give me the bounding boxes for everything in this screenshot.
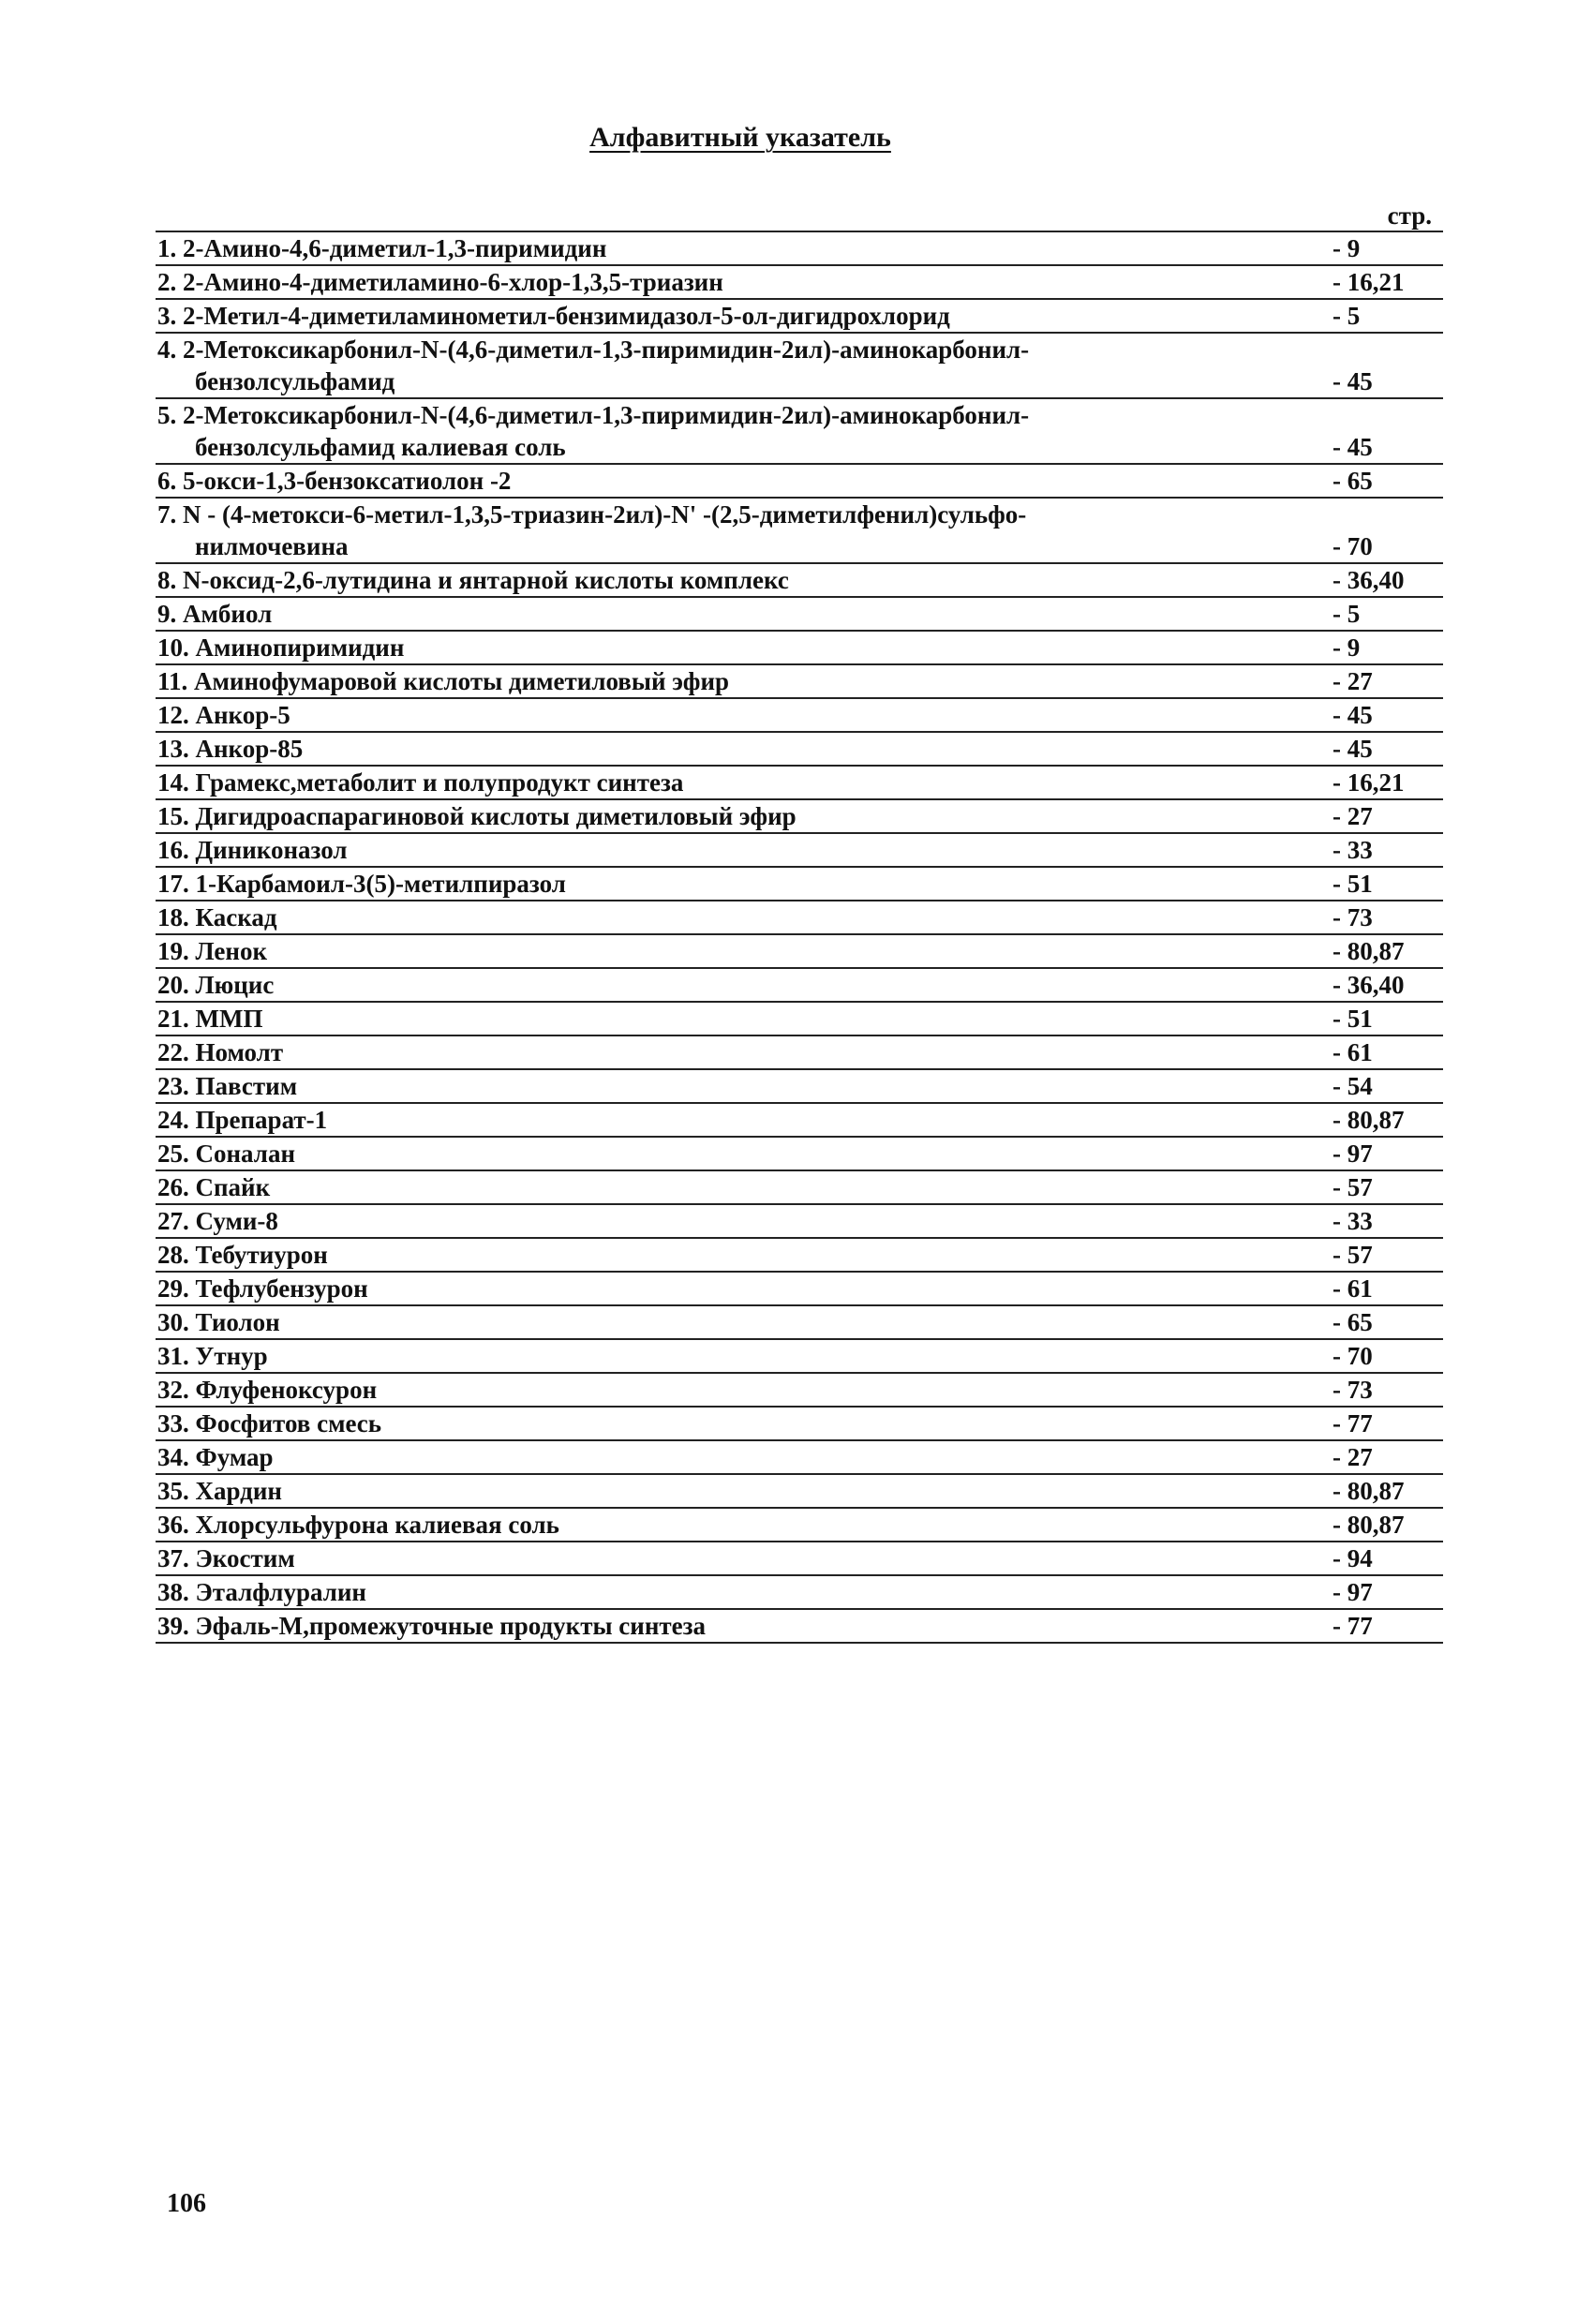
- index-entry-name: [156, 1542, 1327, 1574]
- index-entry-number: 6.: [157, 467, 177, 495]
- index-entry-row: [156, 1509, 1443, 1542]
- index-entry-number: 7.: [157, 500, 177, 529]
- index-entry-row: [156, 935, 1443, 969]
- index-entry-pages: - 97: [1332, 1140, 1373, 1168]
- index-entry-number: 37.: [157, 1544, 189, 1572]
- index-entry-text: Соналан: [195, 1140, 295, 1168]
- index-entry-text: Препарат-1: [195, 1106, 328, 1134]
- index-entry-pages: - 97: [1332, 1578, 1373, 1606]
- index-entry-name: [156, 632, 1327, 663]
- index-entry-name: [156, 1374, 1327, 1406]
- index-entry-number: 32.: [157, 1376, 189, 1404]
- index-entry-number: 8.: [157, 566, 177, 594]
- index-entry-pages: - 16,21: [1332, 268, 1405, 296]
- index-entry-name: [156, 1408, 1327, 1439]
- index-entry-row: [156, 632, 1443, 665]
- index-entry-name: [156, 300, 1327, 332]
- index-entry-name: [156, 598, 1327, 630]
- index-entry-row: [156, 232, 1443, 266]
- index-entry-text: Диниконазол: [195, 836, 348, 864]
- index-entry-text: N-оксид-2,6-лутидина и янтарной кислоты комплекс: [183, 566, 789, 594]
- index-entry-pages: - 9: [1332, 234, 1361, 262]
- index-entry-pages: - 80,87: [1332, 1511, 1405, 1539]
- index-entry-pages: - 45: [1332, 701, 1373, 729]
- index-entry-text: Номолт: [195, 1038, 284, 1066]
- index-entry-number: 16.: [157, 836, 189, 864]
- index-entry-text: Тефлубензурон: [195, 1274, 368, 1303]
- index-entry-text: Суми-8: [195, 1207, 278, 1235]
- index-entry-text: Спайк: [195, 1173, 271, 1201]
- index-entry-name: [156, 266, 1327, 298]
- index-entry-pages: - 65: [1332, 467, 1373, 495]
- index-entry-row: [156, 665, 1443, 699]
- page-number: 106: [167, 2189, 206, 2218]
- index-entry-number: 19.: [157, 937, 189, 965]
- index-entry-row: [156, 1036, 1443, 1070]
- index-entry-name: [156, 767, 1327, 798]
- index-entry-pages: - 94: [1332, 1544, 1373, 1572]
- index-rows: [156, 232, 1443, 1644]
- index-entry-text: Каскад: [195, 903, 277, 931]
- index-entry-number: 17.: [157, 870, 189, 898]
- index-entry-text: 2-Метоксикарбонил-N-(4,6-диметил-1,3-пиримидин-2ил)-аминокарбонил-: [183, 335, 1030, 364]
- index-entry-number: 10.: [157, 633, 189, 662]
- index-entry-row: [156, 800, 1443, 834]
- index-entry-row: [156, 1070, 1443, 1104]
- index-entry-pages: - 5: [1332, 600, 1361, 628]
- index-entry-pages: - 57: [1332, 1173, 1373, 1201]
- index-entry-name: [156, 1239, 1327, 1271]
- index-entry-number: 31.: [157, 1342, 189, 1370]
- index-entry-name: [156, 868, 1327, 900]
- index-entry-text: Тиолон: [195, 1308, 280, 1336]
- index-entry-text: Амбиол: [183, 600, 273, 628]
- page-column-header: стр.: [1387, 201, 1432, 230]
- index-entry-name: [156, 1340, 1327, 1372]
- index-entry-pages: - 5: [1332, 302, 1361, 330]
- index-entry-text: Аминопиримидин: [195, 633, 405, 662]
- index-entry-pages: - 45: [1332, 433, 1373, 461]
- index-entry-pages: - 51: [1332, 1005, 1373, 1033]
- index-entry-name: [156, 1475, 1327, 1507]
- index-entry-number: 3.: [157, 302, 177, 330]
- index-entry-pages: - 77: [1332, 1612, 1373, 1640]
- index-entry-text: 2-Амино-4,6-диметил-1,3-пиримидин: [183, 234, 607, 262]
- index-entry-name: [156, 564, 1327, 596]
- index-entry-name: [156, 1003, 1327, 1035]
- index-entry-number: 26.: [157, 1173, 189, 1201]
- index-entry-name: [156, 499, 1327, 562]
- index-entry-pages: - 65: [1332, 1308, 1373, 1336]
- index-entry-number: 33.: [157, 1409, 189, 1438]
- index-entry-number: 28.: [157, 1241, 189, 1269]
- index-header-row: [156, 199, 1443, 232]
- index-entry-pages: - 45: [1332, 735, 1373, 763]
- index-entry-number: 1.: [157, 234, 177, 262]
- index-entry-row: [156, 901, 1443, 935]
- index-entry-text: Флуфеноксурон: [195, 1376, 378, 1404]
- index-entry-text: Анкор-85: [195, 735, 304, 763]
- index-entry-pages: - 70: [1332, 532, 1373, 560]
- index-entry-name: [156, 1138, 1327, 1169]
- index-entry-name: [156, 399, 1327, 463]
- index-entry-pages: - 61: [1332, 1038, 1373, 1066]
- index-entry-number: 29.: [157, 1274, 189, 1303]
- index-entry-number: 13.: [157, 735, 189, 763]
- index-entry-pages: - 16,21: [1332, 768, 1405, 797]
- index-entry-continuation: бензолсульфамид калиевая соль: [195, 433, 566, 461]
- index-entry-row: [156, 1205, 1443, 1239]
- index-entry-pages: - 77: [1332, 1409, 1373, 1438]
- index-entry-row: [156, 1374, 1443, 1408]
- index-entry-name: [156, 1036, 1327, 1068]
- index-entry-row: [156, 1306, 1443, 1340]
- index-entry-text: Эталфлуралин: [195, 1578, 366, 1606]
- index-entry-pages: - 70: [1332, 1342, 1373, 1370]
- index-entry-text: Анкор-5: [195, 701, 290, 729]
- index-entry-text: Ленок: [195, 937, 268, 965]
- index-entry-pages: - 73: [1332, 903, 1373, 931]
- index-entry-number: 24.: [157, 1106, 189, 1134]
- index-entry-text: 2-Метоксикарбонил-N-(4,6-диметил-1,3-пиримидин-2ил)-аминокарбонил-: [183, 401, 1030, 429]
- index-entry-text: Павстим: [195, 1072, 298, 1100]
- index-entry-row: [156, 1576, 1443, 1610]
- index-entry-name: [156, 969, 1327, 1001]
- index-entry-name: [156, 1509, 1327, 1541]
- index-entry-text: Экостим: [195, 1544, 295, 1572]
- index-entry-text: Эфаль-М,промежуточные продукты синтеза: [195, 1612, 706, 1640]
- index-entry-name: [156, 465, 1327, 497]
- index-entry-row: [156, 564, 1443, 598]
- index-entry-row: [156, 767, 1443, 800]
- index-entry-name: [156, 733, 1327, 765]
- index-table: [156, 199, 1443, 1644]
- index-entry-name: [156, 699, 1327, 731]
- index-entry-row: [156, 300, 1443, 334]
- index-entry-row: [156, 499, 1443, 564]
- index-entry-number: 2.: [157, 268, 177, 296]
- index-entry-pages: - 73: [1332, 1376, 1373, 1404]
- index-entry-text: Дигидроаспарагиновой кислоты диметиловый эфир: [195, 802, 796, 830]
- index-entry-row: [156, 868, 1443, 901]
- index-entry-text: ММП: [195, 1005, 263, 1033]
- index-entry-name: [156, 1070, 1327, 1102]
- index-entry-pages: - 33: [1332, 836, 1373, 864]
- index-entry-row: [156, 1104, 1443, 1138]
- index-entry-name: [156, 834, 1327, 866]
- index-entry-number: 18.: [157, 903, 189, 931]
- index-entry-number: 34.: [157, 1443, 189, 1471]
- index-entry-row: [156, 399, 1443, 465]
- index-entry-number: 36.: [157, 1511, 189, 1539]
- index-entry-pages: - 80,87: [1332, 1477, 1405, 1505]
- index-entry-name: [156, 1205, 1327, 1237]
- index-entry-row: [156, 1610, 1443, 1644]
- index-entry-pages: - 27: [1332, 1443, 1373, 1471]
- index-entry-pages: - 80,87: [1332, 1106, 1405, 1134]
- index-entry-number: 25.: [157, 1140, 189, 1168]
- index-entry-name: [156, 1441, 1327, 1473]
- index-entry-row: [156, 598, 1443, 632]
- index-entry-number: 39.: [157, 1612, 189, 1640]
- index-entry-pages: - 54: [1332, 1072, 1373, 1100]
- index-entry-row: [156, 1340, 1443, 1374]
- index-entry-text: 2-Амино-4-диметиламино-6-хлор-1,3,5-триазин: [183, 268, 723, 296]
- index-entry-text: Фосфитов смесь: [195, 1409, 382, 1438]
- index-entry-number: 9.: [157, 600, 177, 628]
- index-entry-text: 2-Метил-4-диметиламинометил-бензимидазол-5-ол-дигидрохлорид: [183, 302, 950, 330]
- index-entry-pages: - 45: [1332, 367, 1373, 395]
- index-entry-row: [156, 1003, 1443, 1036]
- index-entry-row: [156, 1138, 1443, 1171]
- index-entry-row: [156, 1408, 1443, 1441]
- index-entry-row: [156, 465, 1443, 499]
- index-entry-continuation: нилмочевина: [195, 532, 349, 560]
- index-entry-number: 30.: [157, 1308, 189, 1336]
- index-entry-number: 14.: [157, 768, 189, 797]
- index-entry-number: 11.: [157, 667, 188, 695]
- index-entry-text: 5-окси-1,3-бензоксатиолон -2: [183, 467, 512, 495]
- index-entry-pages: - 33: [1332, 1207, 1373, 1235]
- index-entry-name: [156, 665, 1327, 697]
- index-entry-number: 21.: [157, 1005, 189, 1033]
- index-entry-number: 27.: [157, 1207, 189, 1235]
- index-entry-text: Утнур: [195, 1342, 268, 1370]
- index-entry-name: [156, 800, 1327, 832]
- index-entry-pages: - 9: [1332, 633, 1361, 662]
- index-entry-name: [156, 334, 1327, 397]
- index-entry-number: 4.: [157, 335, 177, 364]
- index-entry-text: Люцис: [195, 971, 275, 999]
- index-entry-number: 38.: [157, 1578, 189, 1606]
- index-entry-number: 5.: [157, 401, 177, 429]
- index-entry-name: [156, 1273, 1327, 1304]
- index-entry-pages: - 27: [1332, 667, 1373, 695]
- index-entry-number: 23.: [157, 1072, 189, 1100]
- index-entry-row: [156, 334, 1443, 399]
- index-entry-text: Фумар: [195, 1443, 274, 1471]
- index-entry-name: [156, 1576, 1327, 1608]
- index-entry-name: [156, 1171, 1327, 1203]
- index-entry-row: [156, 699, 1443, 733]
- index-entry-row: [156, 1171, 1443, 1205]
- index-entry-pages: - 80,87: [1332, 937, 1405, 965]
- index-entry-text: Хлорсульфурона калиевая соль: [195, 1511, 559, 1539]
- index-entry-pages: - 57: [1332, 1241, 1373, 1269]
- index-entry-text: Грамекс,метаболит и полупродукт синтеза: [195, 768, 684, 797]
- index-entry-row: [156, 266, 1443, 300]
- index-entry-row: [156, 1273, 1443, 1306]
- index-entry-row: [156, 733, 1443, 767]
- index-entry-pages: - 36,40: [1332, 566, 1405, 594]
- index-entry-name: [156, 935, 1327, 967]
- index-entry-text: Хардин: [195, 1477, 282, 1505]
- index-entry-name: [156, 232, 1327, 264]
- index-entry-row: [156, 1542, 1443, 1576]
- index-entry-name: [156, 1104, 1327, 1136]
- index-entry-text: 1-Карбамоил-3(5)-метилпиразол: [195, 870, 566, 898]
- index-entry-text: Аминофумаровой кислоты диметиловый эфир: [194, 667, 730, 695]
- index-entry-name: [156, 901, 1327, 933]
- index-entry-pages: - 61: [1332, 1274, 1373, 1303]
- index-entry-continuation: бензолсульфамид: [195, 367, 395, 395]
- index-entry-number: 35.: [157, 1477, 189, 1505]
- index-entry-number: 15.: [157, 802, 189, 830]
- index-entry-name: [156, 1306, 1327, 1338]
- index-entry-text: Тебутиурон: [195, 1241, 328, 1269]
- index-entry-row: [156, 834, 1443, 868]
- index-entry-pages: - 27: [1332, 802, 1373, 830]
- index-entry-number: 22.: [157, 1038, 189, 1066]
- page-title: Алфавитный указатель: [589, 122, 891, 153]
- index-entry-row: [156, 969, 1443, 1003]
- index-entry-row: [156, 1441, 1443, 1475]
- index-entry-number: 20.: [157, 971, 189, 999]
- index-entry-number: 12.: [157, 701, 189, 729]
- index-entry-pages: - 51: [1332, 870, 1373, 898]
- index-entry-pages: - 36,40: [1332, 971, 1405, 999]
- index-entry-name: [156, 1610, 1327, 1642]
- index-entry-row: [156, 1475, 1443, 1509]
- index-entry-row: [156, 1239, 1443, 1273]
- index-entry-text: N - (4-метокси-6-метил-1,3,5-триазин-2ил)-N' -(2,5-диметилфенил)сульфо-: [183, 500, 1027, 529]
